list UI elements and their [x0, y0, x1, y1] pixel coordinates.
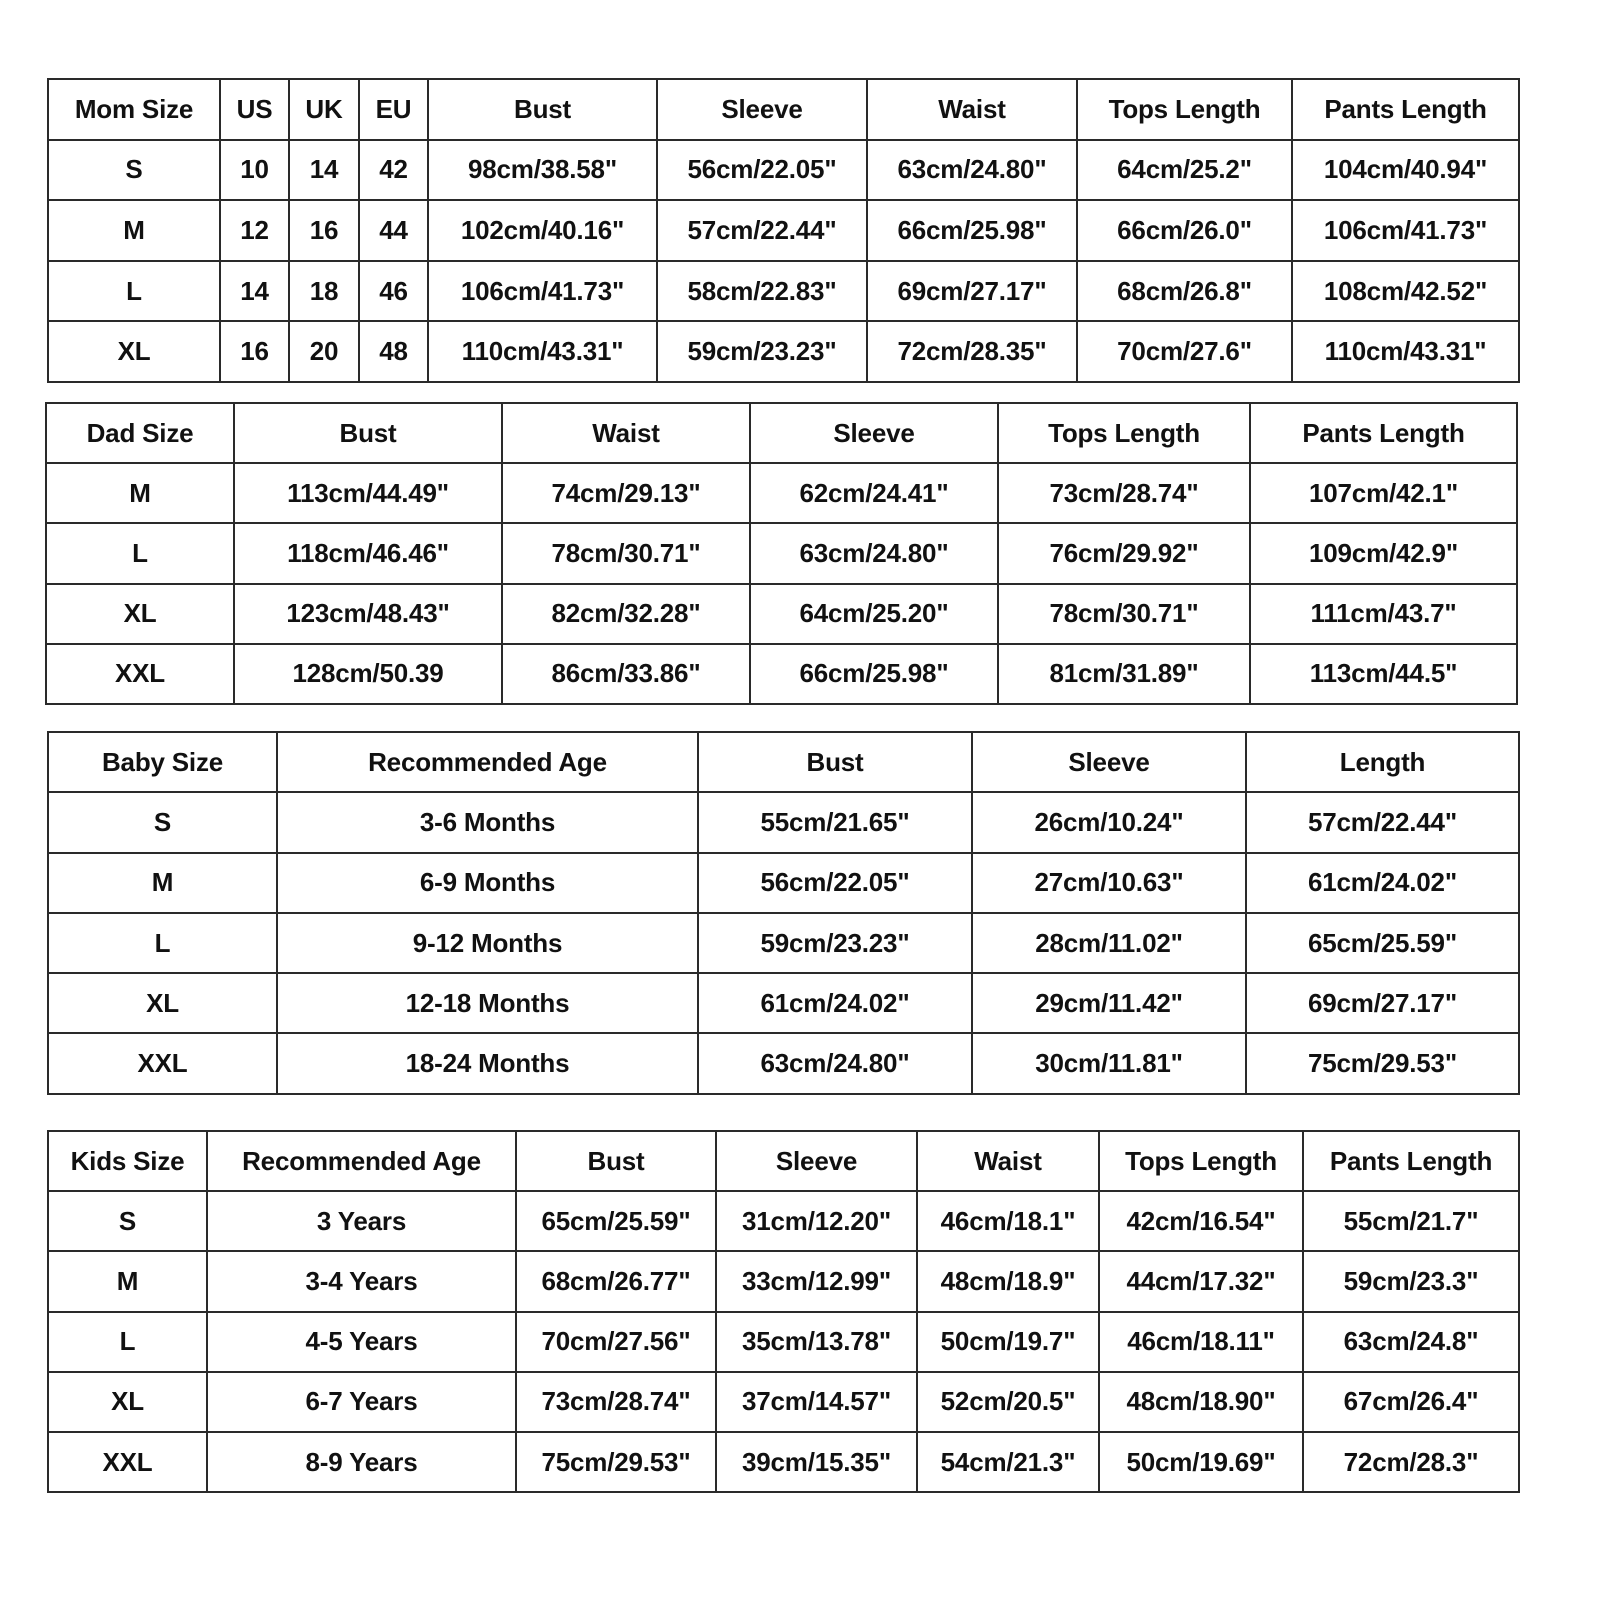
header-cell: Baby Size — [48, 732, 277, 792]
table-cell: 42 — [359, 140, 428, 201]
table-cell: 27cm/10.63" — [972, 853, 1246, 913]
table-cell: 55cm/21.65" — [698, 792, 972, 852]
size-cell: XXL — [48, 1033, 277, 1093]
header-cell: Sleeve — [750, 403, 998, 463]
table-row — [48, 321, 1519, 382]
header-cell: Mom Size — [48, 79, 220, 140]
table-row — [48, 973, 1519, 1033]
table-cell: 78cm/30.71" — [502, 523, 750, 583]
header-cell: Sleeve — [972, 732, 1246, 792]
table-cell: 113cm/44.49" — [234, 463, 502, 523]
table-row — [48, 200, 1519, 261]
table-cell: 73cm/28.74" — [516, 1372, 716, 1432]
size-cell: XL — [48, 973, 277, 1033]
table-cell: 12 — [220, 200, 289, 261]
table-cell: 68cm/26.77" — [516, 1251, 716, 1311]
table-cell: 46cm/18.11" — [1099, 1312, 1303, 1372]
table-cell: 37cm/14.57" — [716, 1372, 917, 1432]
table-row — [48, 1372, 1519, 1432]
table-cell: 14 — [289, 140, 359, 201]
table-cell: 26cm/10.24" — [972, 792, 1246, 852]
table-cell: 62cm/24.41" — [750, 463, 998, 523]
table-cell: 128cm/50.39 — [234, 644, 502, 704]
table-cell: 63cm/24.80" — [867, 140, 1077, 201]
table-row — [48, 1312, 1519, 1372]
table-cell: 113cm/44.5" — [1250, 644, 1517, 704]
table-cell: 39cm/15.35" — [716, 1432, 917, 1492]
table-cell: 118cm/46.46" — [234, 523, 502, 583]
size-cell: M — [48, 853, 277, 913]
table-cell: 42cm/16.54" — [1099, 1191, 1303, 1251]
table-cell: 109cm/42.9" — [1250, 523, 1517, 583]
table-cell: 102cm/40.16" — [428, 200, 657, 261]
table-cell: 3 Years — [207, 1191, 516, 1251]
table-cell: 106cm/41.73" — [1292, 200, 1519, 261]
size-cell: XXL — [48, 1432, 207, 1492]
table-cell: 48cm/18.9" — [917, 1251, 1099, 1311]
table-row — [48, 1191, 1519, 1251]
header-cell: Dad Size — [46, 403, 234, 463]
header-cell: Recommended Age — [277, 732, 698, 792]
header-cell: Pants Length — [1250, 403, 1517, 463]
table-cell: 3-6 Months — [277, 792, 698, 852]
size-cell: M — [48, 200, 220, 261]
table-cell: 57cm/22.44" — [657, 200, 867, 261]
size-cell: XL — [48, 1372, 207, 1432]
header-cell: Bust — [698, 732, 972, 792]
table-cell: 46 — [359, 261, 428, 322]
table-cell: 20 — [289, 321, 359, 382]
table-cell: 50cm/19.69" — [1099, 1432, 1303, 1492]
table-cell: 16 — [220, 321, 289, 382]
table-cell: 61cm/24.02" — [1246, 853, 1519, 913]
size-cell: L — [46, 523, 234, 583]
table-cell: 16 — [289, 200, 359, 261]
header-cell: Waist — [917, 1131, 1099, 1191]
table-cell: 86cm/33.86" — [502, 644, 750, 704]
size-cell: S — [48, 140, 220, 201]
header-cell: Bust — [234, 403, 502, 463]
kids-size-table — [47, 1130, 1520, 1493]
table-cell: 66cm/25.98" — [867, 200, 1077, 261]
table-row — [46, 463, 1517, 523]
table-cell: 59cm/23.23" — [698, 913, 972, 973]
table-cell: 59cm/23.23" — [657, 321, 867, 382]
header-cell: Waist — [867, 79, 1077, 140]
table-cell: 104cm/40.94" — [1292, 140, 1519, 201]
table-row — [48, 261, 1519, 322]
header-cell: Recommended Age — [207, 1131, 516, 1191]
header-cell: Waist — [502, 403, 750, 463]
table-cell: 98cm/38.58" — [428, 140, 657, 201]
header-row — [48, 1131, 1519, 1191]
table-row — [48, 913, 1519, 973]
table-cell: 70cm/27.6" — [1077, 321, 1292, 382]
table-row — [48, 1251, 1519, 1311]
table-row — [48, 792, 1519, 852]
table-cell: 72cm/28.3" — [1303, 1432, 1519, 1492]
table-cell: 52cm/20.5" — [917, 1372, 1099, 1432]
table-cell: 56cm/22.05" — [657, 140, 867, 201]
table-cell: 106cm/41.73" — [428, 261, 657, 322]
table-cell: 10 — [220, 140, 289, 201]
table-cell: 74cm/29.13" — [502, 463, 750, 523]
table-row — [48, 1432, 1519, 1492]
header-cell: Length — [1246, 732, 1519, 792]
table-cell: 73cm/28.74" — [998, 463, 1250, 523]
table-cell: 46cm/18.1" — [917, 1191, 1099, 1251]
table-cell: 64cm/25.2" — [1077, 140, 1292, 201]
table-cell: 108cm/42.52" — [1292, 261, 1519, 322]
table-cell: 33cm/12.99" — [716, 1251, 917, 1311]
size-cell: XXL — [46, 644, 234, 704]
table-cell: 69cm/27.17" — [1246, 973, 1519, 1033]
table-cell: 54cm/21.3" — [917, 1432, 1099, 1492]
table-cell: 75cm/29.53" — [516, 1432, 716, 1492]
table-cell: 58cm/22.83" — [657, 261, 867, 322]
size-cell: S — [48, 1191, 207, 1251]
size-cell: L — [48, 1312, 207, 1372]
table-cell: 63cm/24.80" — [698, 1033, 972, 1093]
size-cell: XL — [46, 584, 234, 644]
header-cell: Pants Length — [1292, 79, 1519, 140]
table-cell: 78cm/30.71" — [998, 584, 1250, 644]
table-cell: 81cm/31.89" — [998, 644, 1250, 704]
table-cell: 28cm/11.02" — [972, 913, 1246, 973]
table-cell: 65cm/25.59" — [1246, 913, 1519, 973]
header-cell: UK — [289, 79, 359, 140]
table-cell: 55cm/21.7" — [1303, 1191, 1519, 1251]
table-cell: 18 — [289, 261, 359, 322]
table-cell: 3-4 Years — [207, 1251, 516, 1311]
table-cell: 14 — [220, 261, 289, 322]
header-cell: US — [220, 79, 289, 140]
header-row — [46, 403, 1517, 463]
table-cell: 64cm/25.20" — [750, 584, 998, 644]
table-cell: 50cm/19.7" — [917, 1312, 1099, 1372]
table-cell: 31cm/12.20" — [716, 1191, 917, 1251]
table-cell: 107cm/42.1" — [1250, 463, 1517, 523]
size-cell: M — [48, 1251, 207, 1311]
size-cell: L — [48, 261, 220, 322]
table-row — [46, 584, 1517, 644]
header-cell: Sleeve — [716, 1131, 917, 1191]
table-cell: 6-7 Years — [207, 1372, 516, 1432]
header-cell: Sleeve — [657, 79, 867, 140]
header-cell: EU — [359, 79, 428, 140]
table-cell: 61cm/24.02" — [698, 973, 972, 1033]
table-cell: 68cm/26.8" — [1077, 261, 1292, 322]
header-cell: Tops Length — [998, 403, 1250, 463]
table-cell: 8-9 Years — [207, 1432, 516, 1492]
table-cell: 67cm/26.4" — [1303, 1372, 1519, 1432]
header-cell: Pants Length — [1303, 1131, 1519, 1191]
table-row — [46, 644, 1517, 704]
table-cell: 30cm/11.81" — [972, 1033, 1246, 1093]
table-cell: 70cm/27.56" — [516, 1312, 716, 1372]
size-cell: L — [48, 913, 277, 973]
header-row — [48, 732, 1519, 792]
table-cell: 65cm/25.59" — [516, 1191, 716, 1251]
table-cell: 18-24 Months — [277, 1033, 698, 1093]
table-cell: 48 — [359, 321, 428, 382]
table-cell: 9-12 Months — [277, 913, 698, 973]
size-cell: M — [46, 463, 234, 523]
header-cell: Tops Length — [1099, 1131, 1303, 1191]
table-cell: 57cm/22.44" — [1246, 792, 1519, 852]
table-cell: 35cm/13.78" — [716, 1312, 917, 1372]
table-row — [48, 1033, 1519, 1093]
header-cell: Tops Length — [1077, 79, 1292, 140]
table-row — [46, 523, 1517, 583]
size-cell: XL — [48, 321, 220, 382]
header-cell: Bust — [428, 79, 657, 140]
table-cell: 63cm/24.8" — [1303, 1312, 1519, 1372]
table-cell: 82cm/32.28" — [502, 584, 750, 644]
table-cell: 110cm/43.31" — [428, 321, 657, 382]
table-cell: 48cm/18.90" — [1099, 1372, 1303, 1432]
dad-size-table — [45, 402, 1518, 705]
table-cell: 76cm/29.92" — [998, 523, 1250, 583]
table-cell: 75cm/29.53" — [1246, 1033, 1519, 1093]
table-row — [48, 853, 1519, 913]
mom-size-table — [47, 78, 1520, 383]
table-cell: 44cm/17.32" — [1099, 1251, 1303, 1311]
table-cell: 123cm/48.43" — [234, 584, 502, 644]
baby-size-table — [47, 731, 1520, 1095]
table-cell: 63cm/24.80" — [750, 523, 998, 583]
table-cell: 111cm/43.7" — [1250, 584, 1517, 644]
table-cell: 59cm/23.3" — [1303, 1251, 1519, 1311]
header-cell: Kids Size — [48, 1131, 207, 1191]
table-cell: 110cm/43.31" — [1292, 321, 1519, 382]
table-cell: 69cm/27.17" — [867, 261, 1077, 322]
table-cell: 66cm/26.0" — [1077, 200, 1292, 261]
table-cell: 29cm/11.42" — [972, 973, 1246, 1033]
table-cell: 72cm/28.35" — [867, 321, 1077, 382]
table-cell: 4-5 Years — [207, 1312, 516, 1372]
size-cell: S — [48, 792, 277, 852]
header-cell: Bust — [516, 1131, 716, 1191]
table-cell: 56cm/22.05" — [698, 853, 972, 913]
table-cell: 6-9 Months — [277, 853, 698, 913]
header-row — [48, 79, 1519, 140]
table-cell: 44 — [359, 200, 428, 261]
table-row — [48, 140, 1519, 201]
table-cell: 66cm/25.98" — [750, 644, 998, 704]
table-cell: 12-18 Months — [277, 973, 698, 1033]
